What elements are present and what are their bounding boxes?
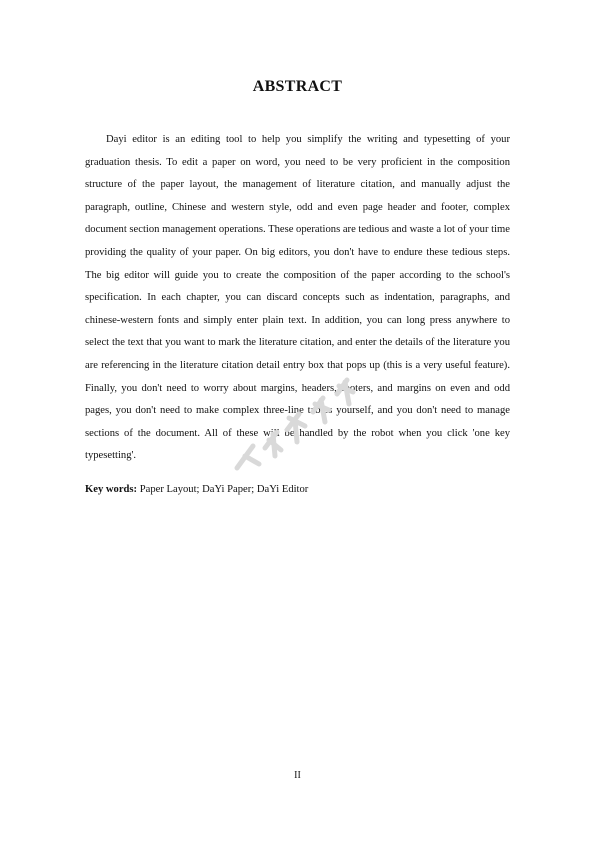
keywords-line: [85, 479, 510, 501]
page-title: ABSTRACT: [252, 78, 343, 95]
page-number: II: [294, 770, 301, 781]
keywords-label: Key words:: [85, 484, 138, 495]
keywords-value: Paper Layout; DaYi Paper; DaYi Editor: [139, 484, 309, 495]
abstract-paragraph: Dayi editor is an editing tool to help you simplify the writing and typesetting of your graduation thesis. To edit a paper on word, you need to be very proficient in the composition structure of the paper layout, the management of literature citation, and manually adjust the paragraph, outline, Chinese and western style, odd and even page header and footer, complex document section management operations. These operations are tedious and waste a lot of your time providing the quality of your paper. On big editors, you don't have to endure these tedious steps. The big editor will guide you to create the composition of the paper according to the school's specification. In each chapter, you can discard concepts such as indentation, paragraphs, and chinese-western fonts and simply enter plain text. In addition, you can long press anywhere to select the text that you want to mark the literature citation, and enter the details of the literature you are referencing in the literature citation detail entry box that pops up (this is a very useful feature). Finally, you don't need to worry about margins, headers, footers, and margins on even and odd pages, you don't need to make complex three-line tables yourself, and you don't need to manage sections of the document. All of these will be handled by the robot when you click 'one key typesetting'.: [85, 134, 510, 462]
